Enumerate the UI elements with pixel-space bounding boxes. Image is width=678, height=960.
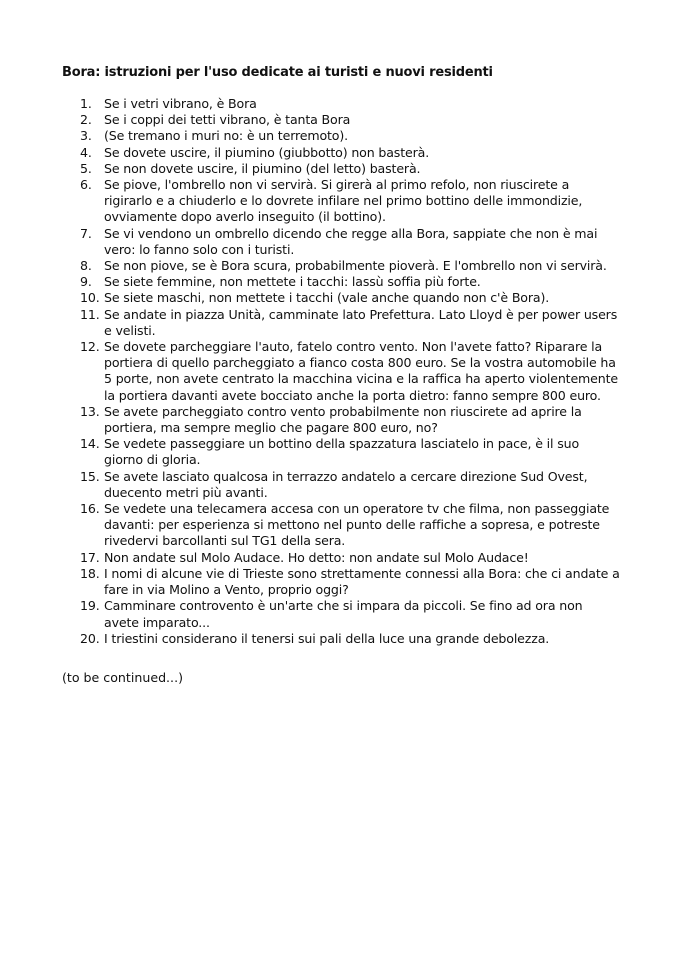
item-text: Se i vetri vibrano, è Bora xyxy=(104,96,257,111)
item-text: Se avete lasciato qualcosa in terrazzo andatelo a cercare direzione Sud Ovest, duecento metri più avanti. xyxy=(104,468,588,500)
list-item xyxy=(80,550,620,566)
item-number: 18. xyxy=(80,565,100,581)
item-text: Se dovete uscire, il piumino (giubbotto) non basterà. xyxy=(104,144,430,160)
list-item xyxy=(80,161,620,177)
item-text: I nomi di alcune vie di Trieste sono strettamente connessi alla Bora: che ci andate a fare in via Molino a Vento, proprio oggi? xyxy=(104,565,620,598)
item-text: Se avete parcheggiato contro vento probabilmente non riuscirete ad aprire la portiera, ma sempre meglio che pagare 800 euro, no? xyxy=(104,403,582,436)
document-title: Bora: istruzioni per l'uso dedicate ai turisti e nuovi residenti xyxy=(62,65,493,80)
item-number: 11. xyxy=(80,306,100,322)
list-item xyxy=(80,177,620,226)
list-item xyxy=(80,501,620,550)
instruction-list xyxy=(80,96,620,647)
item-number: 12. xyxy=(80,339,100,355)
list-item xyxy=(80,128,620,144)
list-item xyxy=(80,566,620,598)
item-text: Se piove, l'ombrello non vi servirà. Si girerà al primo refolo, non riuscirete a rigirarlo e a chiuderlo e lo dovrete infilare nel primo bottino delle immondizie, ovviamente dopo averlo inseguito (il bottino). xyxy=(104,177,583,225)
item-text: Se non piove, se è Bora scura, probabilmente pioverà. E l'ombrello non vi servirà. xyxy=(104,258,607,274)
list-item xyxy=(80,436,620,468)
list-item xyxy=(80,274,620,290)
item-number: 17. xyxy=(80,549,100,565)
list-item xyxy=(80,290,620,306)
list-item xyxy=(80,598,620,630)
item-text: Se siete femmine, non mettete i tacchi: lassù soffia più forte. xyxy=(104,274,481,290)
item-text: Se non dovete uscire, il piumino (del letto) basterà. xyxy=(104,160,421,176)
item-number: 10. xyxy=(80,290,100,306)
list-item xyxy=(80,145,620,161)
item-number: 14. xyxy=(80,436,100,452)
item-text: Se dovete parcheggiare l'auto, fatelo contro vento. Non l'avete fatto? Riparare la portiera di quello parcheggiato a fianco costa 800 euro. Se la vostra automobile ha 5 porte, non avete centrato la macchina vicina e la raffica ha aperto violentemente la portiera davanti avete bocciato anche la porta dietro: fanno sempre 800 euro. xyxy=(104,339,618,403)
item-number: 4. xyxy=(80,144,92,160)
item-text: Se andate in piazza Unità, camminate lato Prefettura. Lato Lloyd è per power users e velisti. xyxy=(104,306,618,338)
continuation-note: (to be continued...) xyxy=(62,670,183,685)
list-item xyxy=(80,339,620,404)
item-number: 9. xyxy=(80,274,92,290)
item-text: I triestini considerano il tenersi sui pali della luce una grande debolezza. xyxy=(104,630,550,646)
item-text: Non andate sul Molo Audace. Ho detto: non andate sul Molo Audace! xyxy=(104,549,529,565)
list-item xyxy=(80,469,620,501)
item-number: 20. xyxy=(80,630,100,646)
item-text: Se vedete passeggiare un bottino della spazzatura lasciatelo in pace, è il suo giorno di gloria. xyxy=(104,436,580,468)
item-number: 19. xyxy=(80,598,100,614)
item-number: 6. xyxy=(80,177,92,193)
item-number: 1. xyxy=(80,96,92,111)
item-number: 7. xyxy=(80,225,92,241)
list-item xyxy=(80,404,620,436)
item-text: Se vi vendono un ombrello dicendo che regge alla Bora, sappiate che non è mai vero: lo fanno solo con i turisti. xyxy=(104,225,598,257)
item-text: Se siete maschi, non mettete i tacchi (vale anche quando non c'è Bora). xyxy=(104,290,550,306)
item-text: Camminare controvento è un'arte che si impara da piccoli. Se fino ad ora non avete imparato... xyxy=(104,598,583,630)
item-number: 15. xyxy=(80,468,100,484)
list-item xyxy=(80,112,620,128)
item-number: 5. xyxy=(80,160,92,176)
item-number: 16. xyxy=(80,501,100,517)
item-text: Se i coppi dei tetti vibrano, è tanta Bora xyxy=(104,112,351,128)
list-item xyxy=(80,307,620,339)
item-text: Se vedete una telecamera accesa con un operatore tv che filma, non passeggiate davanti: per esperienza si mettono nel punto delle raffiche a sopresa, e potreste rivedervi barcollanti sul TG1 della sera. xyxy=(104,501,610,549)
item-number: 2. xyxy=(80,112,92,128)
list-item xyxy=(80,226,620,258)
item-number: 13. xyxy=(80,403,100,419)
list-item xyxy=(80,631,620,647)
item-number: 8. xyxy=(80,258,92,274)
list-item xyxy=(80,258,620,274)
item-text: (Se tremano i muri no: è un terremoto). xyxy=(104,128,348,144)
list-item xyxy=(80,96,620,112)
item-number: 3. xyxy=(80,128,92,144)
